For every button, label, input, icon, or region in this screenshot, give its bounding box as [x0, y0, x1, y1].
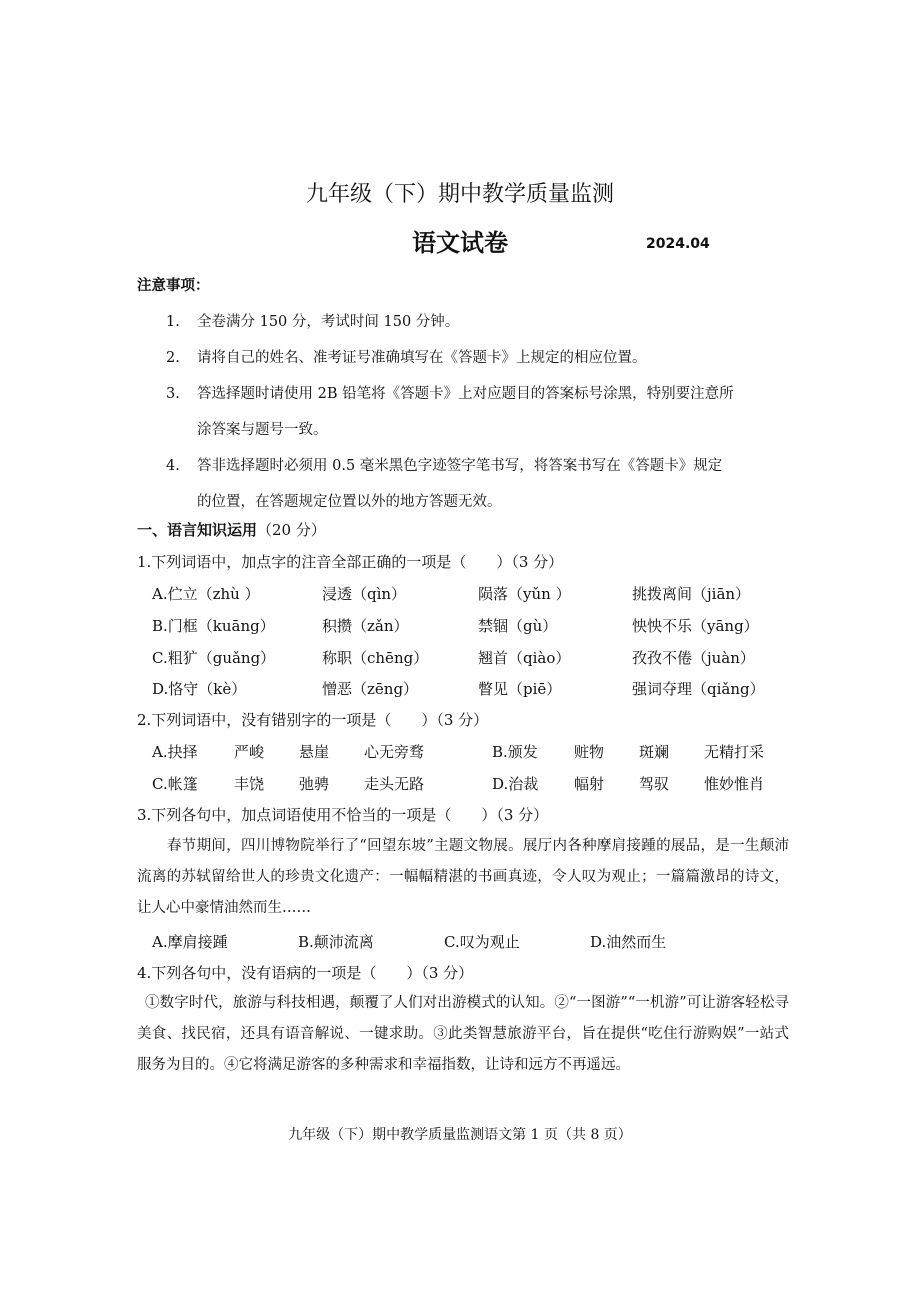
q2-option-a-2: 严峻 [234, 743, 265, 761]
q2-option-a-3: 悬崖 [299, 743, 330, 761]
q3-option-d: D.油然而生 [590, 933, 667, 951]
question-3-passage: 春节期间，四川博物院举行了“回望东坡”主题文物展。展厅内各种摩肩接踵的展品，是一生颠沛流离的苏轼留给世人的珍贵文化遗产：一幅幅精湛的书画真迹，令人叹为观止；一篇篇激昂的诗文，让人心中豪情油然而生…… [137, 838, 789, 916]
q1-option-a-3: 陨落（yǔn ） [478, 585, 571, 603]
q2-option-c-4: 走头无路 [364, 775, 425, 793]
q1-option-b-3: 禁锢（gù） [478, 617, 558, 635]
notice-heading: 注意事项： [137, 277, 210, 294]
q2-option-d-2: 幅射 [574, 775, 605, 793]
q2-option-c-3: 弛骋 [299, 775, 330, 793]
q1-option-a-4: 挑拨离间（jiān） [632, 585, 751, 603]
q1-option-b-1: B.门框（kuāng） [152, 617, 275, 635]
q2-option-d-3: 驾驭 [639, 775, 670, 793]
question-1-stem: 1.下列词语中，加点字的注音全部正确的一项是（ ）（3 分） [137, 553, 564, 571]
notice-item-2: 请将自己的姓名、准考证号准确填写在《答题卡》上规定的相应位置。 [197, 350, 647, 366]
q1-option-c-4: 孜孜不倦（juàn） [632, 649, 755, 667]
q1-option-d-2: 憎恶（zēng） [322, 680, 419, 698]
q1-option-b-2: 积攒（zǎn） [322, 617, 409, 635]
notice-item-3-line-1: 答选择题时请使用 2B 铅笔将《答题卡》上对应题目的答案标号涂黑，特别要注意所 [197, 386, 734, 402]
q2-option-c-1: C.帐篷 [152, 775, 198, 793]
q2-option-d-4: 惟妙惟肖 [704, 775, 765, 793]
q3-option-c: C.叹为观止 [444, 933, 520, 951]
q2-option-b-1: B.颁发 [492, 743, 538, 761]
exam-date: 2024.04 [646, 236, 710, 252]
notice-item-4-line-2: 的位置，在答题规定位置以外的地方答题无效。 [197, 494, 502, 510]
section-title: 一、语言知识运用 [137, 521, 258, 539]
page-title: 九年级（下）期中教学质量监测 [305, 182, 614, 207]
notice-item-1: 全卷满分 150 分，考试时间 150 分钟。 [197, 314, 460, 330]
q1-option-c-2: 称职（chēng） [322, 649, 429, 667]
question-4-passage: ①数字时代，旅游与科技相遇，颠覆了人们对出游模式的认知。②“一图游”“一机游”可让游客轻松寻美食、找民宿，还具有语音解说、一键求助。③此类智慧旅游平台，旨在提供“吃住行游购娱”一站式服务为目的。④它将满足游客的多种需求和幸福指数，让诗和远方不再遥远。 [137, 995, 789, 1073]
exam-subject: 语文试卷 [412, 228, 508, 257]
q1-option-d-4: 强词夺理（qiǎng） [632, 680, 765, 698]
q2-option-b-4: 无精打采 [704, 743, 765, 761]
q2-option-d-1: D.治裁 [492, 775, 539, 793]
section-score: （20 分） [257, 521, 326, 539]
q2-option-a-4: 心无旁骛 [364, 743, 425, 761]
q3-option-b: B.颠沛流离 [298, 933, 374, 951]
q1-option-c-3: 翘首（qiào） [478, 649, 571, 667]
notice-num-1: 1. [166, 314, 180, 330]
notice-num-4: 4. [166, 458, 180, 474]
page-footer: 九年级（下）期中教学质量监测语文第 1 页（共 8 页） [288, 1127, 632, 1143]
q1-option-c-1: C.粗犷（guǎng） [152, 649, 276, 667]
notice-num-3: 3. [166, 386, 180, 402]
q1-option-d-1: D.恪守（kè） [152, 680, 247, 698]
question-4-stem: 4.下列各句中，没有语病的一项是（ ）（3 分） [137, 964, 474, 982]
q3-option-a: A.摩肩接踵 [152, 933, 228, 951]
q1-option-a-2: 浸透（qìn） [322, 585, 407, 603]
q2-option-b-2: 赃物 [574, 743, 605, 761]
notice-item-4-line-1: 答非选择题时必须用 0.5 毫米黑色字迹签字笔书写，将答案书写在《答题卡》规定 [197, 458, 723, 474]
q1-option-a-1: A.伫立（zhù ） [152, 585, 260, 603]
section-heading [137, 520, 326, 540]
q2-option-a-1: A.抉择 [152, 743, 198, 761]
notice-num-2: 2. [166, 350, 180, 366]
q1-option-d-3: 瞥见（piē） [478, 680, 562, 698]
q2-option-c-2: 丰饶 [234, 775, 265, 793]
q1-option-b-4: 怏怏不乐（yāng） [632, 617, 759, 635]
q2-option-b-3: 斑斓 [639, 743, 670, 761]
question-2-stem: 2.下列词语中，没有错别字的一项是（ ）（3 分） [137, 711, 489, 729]
notice-item-3-line-2: 涂答案与题号一致。 [197, 422, 328, 438]
question-3-stem: 3.下列各句中，加点词语使用不恰当的一项是（ ）（3 分） [137, 806, 549, 824]
